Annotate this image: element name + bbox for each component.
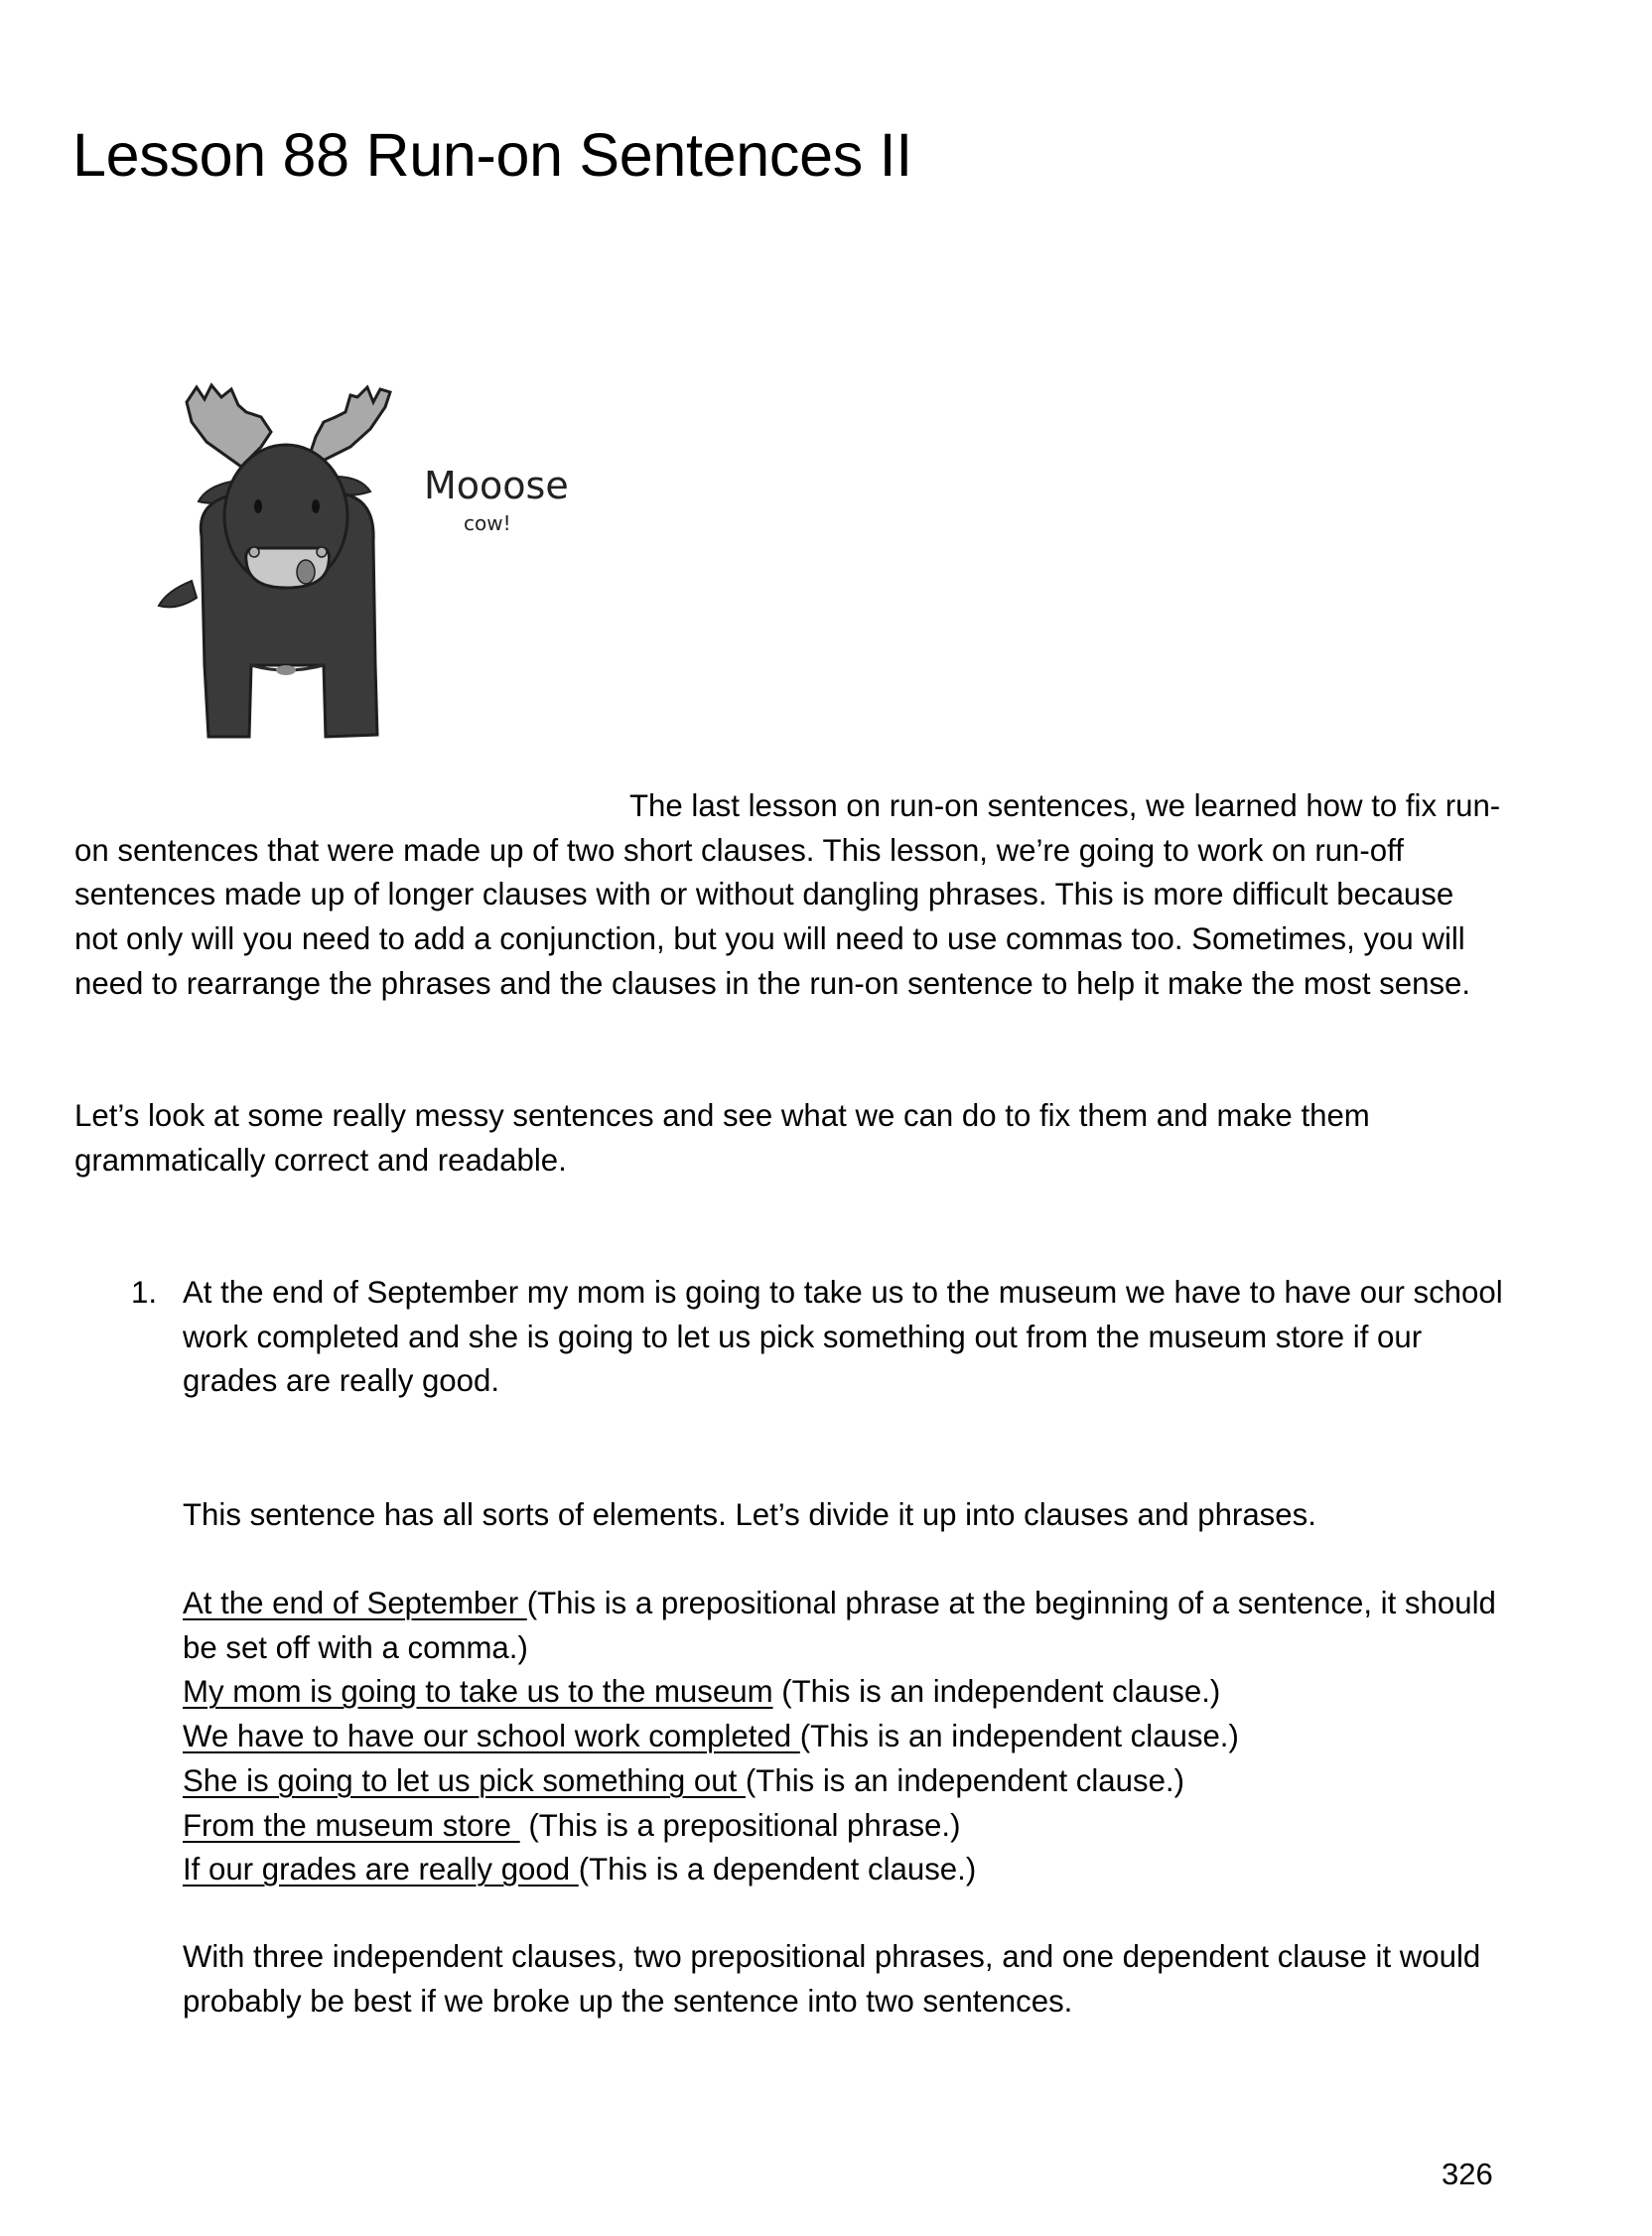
exercise-number: 1.: [131, 1275, 158, 1310]
breakdown-note: (This is a dependent clause.): [578, 1852, 977, 1887]
clause-breakdown: [183, 1582, 1503, 1892]
moose-drawing-icon: [147, 367, 425, 745]
analysis-intro: This sentence has all sorts of elements. Let’s divide it up into clauses and phrases.: [183, 1497, 1316, 1532]
caption-line1: Mooose: [424, 464, 569, 507]
breakdown-row: [183, 1804, 1503, 1849]
breakdown-segment: My mom is going to take us to the museum: [183, 1674, 773, 1710]
breakdown-segment: At the end of September: [183, 1586, 527, 1620]
breakdown-segment: If our grades are really good: [183, 1852, 579, 1887]
caption-line2: cow!: [464, 511, 511, 535]
breakdown-segment: We have to have our school work completed: [183, 1719, 800, 1754]
exercise-item: [74, 1271, 1514, 1404]
page-title: Lesson 88 Run-on Sentences II: [72, 121, 912, 189]
breakdown-row: [183, 1715, 1503, 1759]
breakdown-row: [183, 1670, 1503, 1715]
breakdown-row: [183, 1848, 1503, 1892]
breakdown-row: [183, 1759, 1503, 1804]
breakdown-segment: She is going to let us pick something out: [183, 1762, 746, 1798]
intro-paragraph-1: [74, 784, 1504, 1007]
exercise-sentence: At the end of September my mom is going to take us to the museum we have to have our school work completed and she is going to let us pick something out from the museum store if our grades are really good.: [183, 1275, 1503, 1399]
breakdown-note: (This is an independent clause.): [745, 1762, 1184, 1798]
moose-illustration: [147, 367, 425, 745]
breakdown-note: (This is a prepositional phrase at the beginning of a sentence, it should be set off with a comma.): [183, 1586, 1496, 1665]
breakdown-note: (This is a prepositional phrase.): [519, 1807, 961, 1843]
page-number: 326: [1442, 2157, 1493, 2191]
intro-paragraph-2: Let’s look at some really messy sentences and see what we can do to fix them and make them grammatically correct and readable.: [74, 1098, 1370, 1178]
moose-caption: [422, 459, 591, 553]
breakdown-note: (This is an independent clause.): [772, 1674, 1221, 1710]
intro-paragraph-1-text: The last lesson on run-on sentences, we learned how to fix run-on sentences that were made up of two short clauses. This lesson, we’re going to work on run-off sentences made up of longer clauses with or without dangling phrases. This is more difficult because not only will you need to add a conjunction, but you will need to use commas too. Sometimes, you will need to rearrange the phrases and the clauses in the run-on sentence to help it make the most sense.: [74, 788, 1501, 1001]
breakdown-row: [183, 1582, 1503, 1670]
breakdown-segment: From the museum store: [183, 1807, 520, 1843]
breakdown-note: (This is an independent clause.): [799, 1719, 1239, 1754]
analysis-conclusion: With three independent clauses, two prepositional phrases, and one dependent clause it would probably be best if we broke up the sentence into two sentences.: [183, 1939, 1481, 2019]
